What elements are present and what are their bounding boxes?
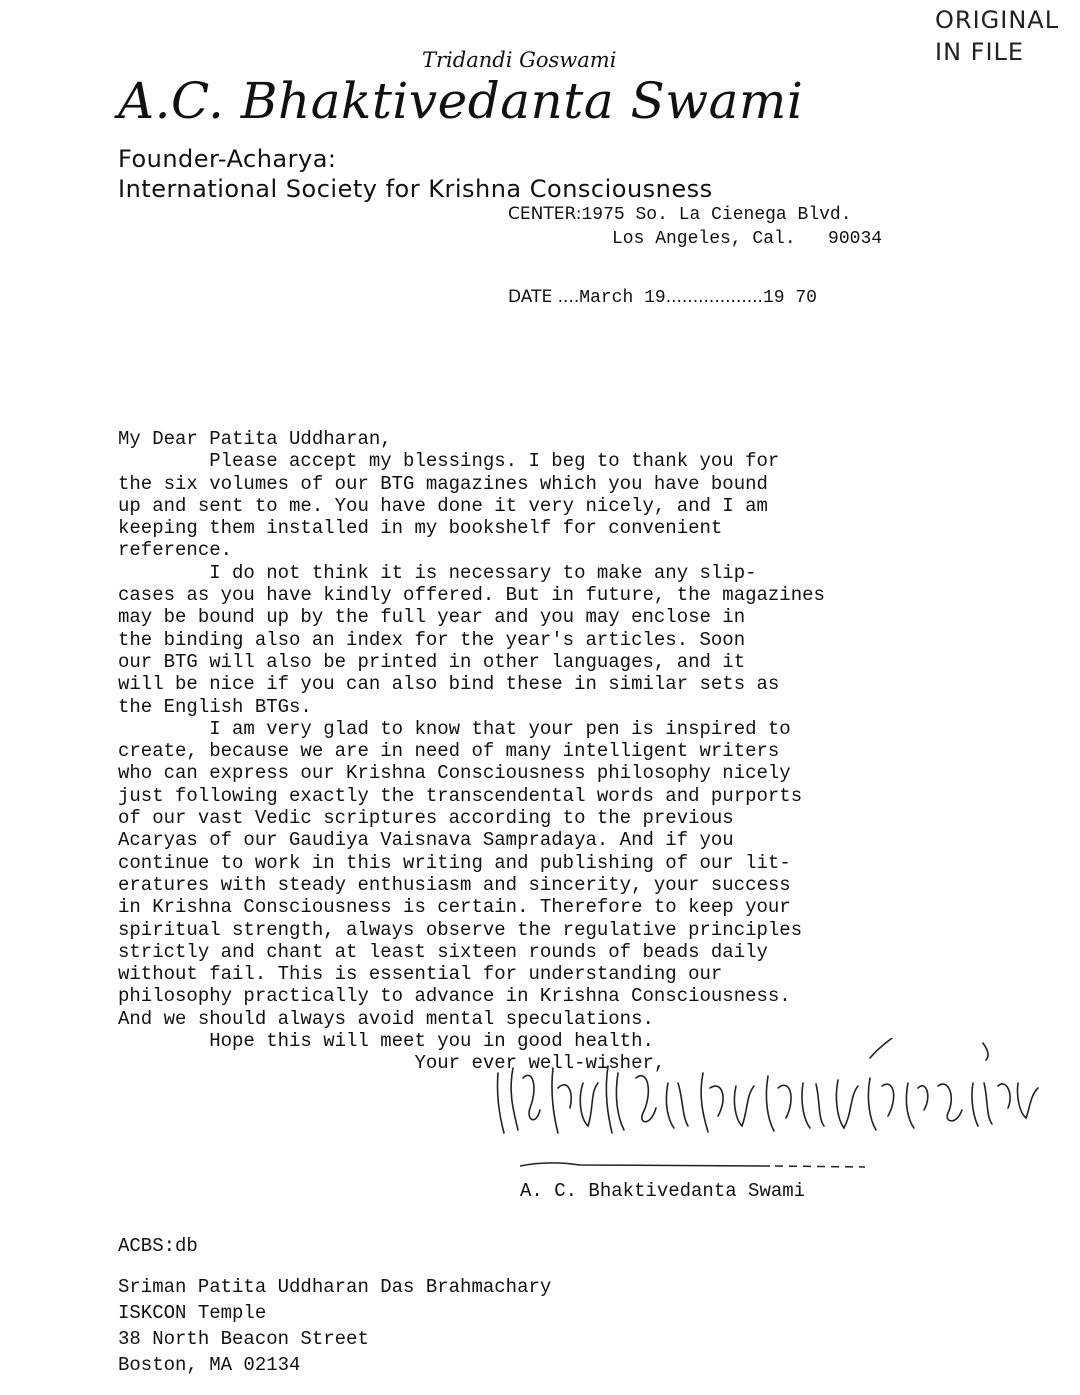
letter-line: our BTG will also be printed in other languages, and it bbox=[118, 650, 746, 673]
date-dots: .................. bbox=[665, 287, 763, 307]
center-line: 1975 So. La Cienega Blvd. bbox=[581, 205, 852, 225]
letter-line: keeping them installed in my bookshelf for convenient bbox=[118, 517, 723, 540]
signature-underline bbox=[520, 1158, 865, 1172]
letterhead-name: A.C. Bhaktivedanta Swami bbox=[118, 72, 804, 130]
letter-line: reference. bbox=[118, 539, 233, 562]
letter-line: philosophy practically to advance in Krishna Consciousness. bbox=[118, 985, 791, 1008]
letter-line: just following exactly the transcendental words and purports bbox=[118, 784, 803, 807]
letter-line: strictly and chant at least sixteen rounds of beads daily bbox=[118, 940, 768, 963]
letter-line: without fail. This is essential for understanding our bbox=[118, 963, 723, 986]
stamp-line: ORIGINAL bbox=[935, 6, 1060, 34]
original-in-file-stamp bbox=[935, 4, 1059, 68]
letter-line: cases as you have kindly offered. But in future, the magazines bbox=[118, 584, 825, 607]
letter-line: of our vast Vedic scriptures according to the previous bbox=[118, 807, 734, 830]
role-line: International Society for Krishna Consciousness bbox=[118, 175, 713, 203]
address-line: Boston, MA 02134 bbox=[118, 1354, 301, 1376]
letter-line: Hope this will meet you in good health. bbox=[118, 1030, 654, 1053]
letter-line: spiritual strength, always observe the regulative principles bbox=[118, 918, 803, 941]
date-value: March 19 bbox=[579, 288, 666, 308]
letter-line: I do not think it is necessary to make any slip- bbox=[118, 561, 757, 584]
letter-line: My Dear Patita Uddharan, bbox=[118, 428, 392, 450]
letterhead-role bbox=[118, 144, 713, 204]
letter-line: who can express our Krishna Consciousness philosophy nicely bbox=[118, 762, 791, 785]
date-year: 19 70 bbox=[762, 288, 817, 308]
letter-line: up and sent to me. You have done it very nicely, and I am bbox=[118, 494, 768, 517]
letter-line: may be bound up by the full year and you may enclose in bbox=[118, 606, 746, 629]
typed-signature-name: A. C. Bhaktivedanta Swami bbox=[520, 1180, 806, 1202]
center-line: Los Angeles, Cal. 90034 bbox=[612, 229, 883, 249]
address-line: 38 North Beacon Street bbox=[118, 1328, 369, 1350]
letterhead-title-small: Tridandi Goswami bbox=[422, 48, 617, 72]
letter-line: Your ever well-wisher, bbox=[118, 1052, 666, 1075]
letter-line: the six volumes of our BTG magazines which you have bound bbox=[118, 472, 768, 495]
role-line: Founder-Acharya: bbox=[118, 145, 337, 173]
letter-line: And we should always avoid mental speculations. bbox=[118, 1007, 654, 1030]
letter-line: in Krishna Consciousness is certain. Therefore to keep your bbox=[118, 896, 791, 919]
letter-body bbox=[118, 428, 825, 1075]
letter-line: continue to work in this writing and publishing of our lit- bbox=[118, 851, 791, 874]
letter-line: eratures with steady enthusiasm and sincerity, your success bbox=[118, 873, 791, 896]
letter-line: Please accept my blessings. I beg to thank you for bbox=[118, 450, 780, 473]
center-label: CENTER: bbox=[508, 204, 582, 224]
letter-line: I am very glad to know that your pen is inspired to bbox=[118, 717, 791, 740]
stamp-line: IN FILE bbox=[935, 38, 1025, 66]
letter-line: the binding also an index for the year's articles. Soon bbox=[118, 628, 746, 651]
letter-line: the English BTGs. bbox=[118, 695, 312, 718]
date-dots: .... bbox=[552, 287, 580, 307]
letter-line: Acaryas of our Gaudiya Vaisnava Sampradaya. And if you bbox=[118, 829, 734, 852]
reference-initials: ACBS:db bbox=[118, 1235, 198, 1257]
address-line: Sriman Patita Uddharan Das Brahmachary bbox=[118, 1276, 552, 1298]
handwritten-signature bbox=[478, 1038, 1043, 1143]
recipient-address bbox=[118, 1274, 551, 1378]
address-line: ISKCON Temple bbox=[118, 1302, 267, 1324]
center-address bbox=[508, 202, 882, 251]
letter-line: will be nice if you can also bind these in similar sets as bbox=[118, 673, 780, 696]
date-line bbox=[508, 287, 817, 308]
letter-line: create, because we are in need of many intelligent writers bbox=[118, 740, 780, 763]
date-label: DATE bbox=[508, 287, 553, 307]
